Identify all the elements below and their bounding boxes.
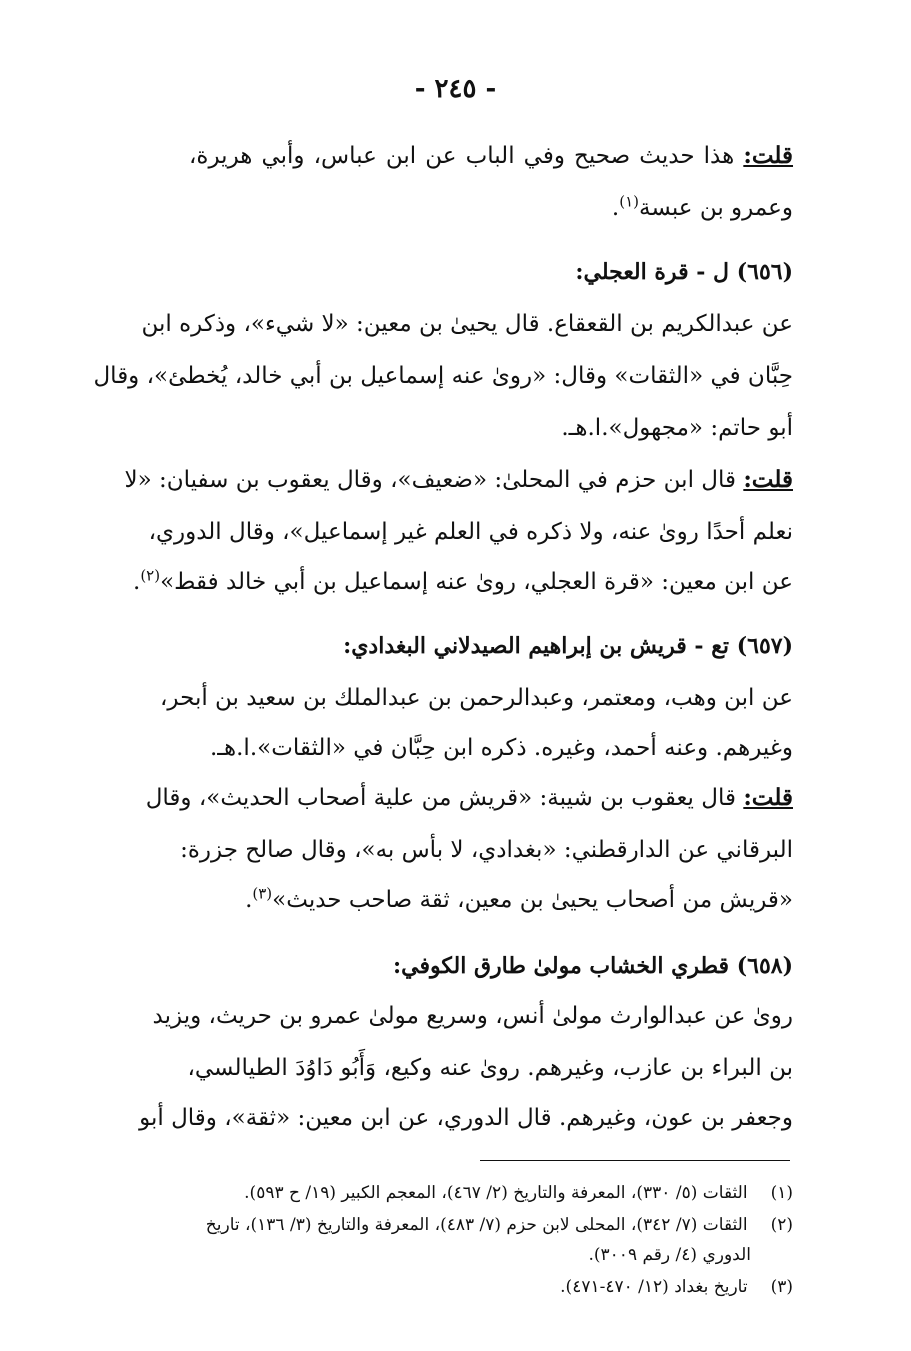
text-line: البرقاني عن الدارقطني: «بغدادي، لا بأس به»، وقال صالح جزرة: bbox=[180, 837, 793, 863]
text-line bbox=[189, 188, 793, 228]
entry-title: ل - قرة العجلي: bbox=[575, 259, 730, 285]
text-line: وجعفر بن عون، وغيرهم. قال الدوري، عن ابن معين: «ثقة»، وقال أبو bbox=[139, 1105, 793, 1131]
footnote-continuation: الدوري (٤/ رقم ٣٠٠٩). bbox=[588, 1245, 751, 1265]
text-line: أبو حاتم: «مجهول».ا.هـ. bbox=[561, 415, 793, 441]
entry-number: (٦٥٧) bbox=[736, 633, 793, 659]
text-line: روىٰ عن عبدالوارث مولىٰ أنس، وسريع مولىٰ عمرو بن حريث، ويزيد bbox=[152, 1003, 793, 1029]
text-span: قال ابن حزم في المحلىٰ: «ضعيف»، وقال يعقوب بن سفيان: «لا bbox=[124, 467, 736, 493]
entry-title: تع - قريش بن إبراهيم الصيدلاني البغدادي: bbox=[343, 633, 730, 659]
entry-number: (٦٥٦) bbox=[736, 259, 793, 285]
entry-heading bbox=[93, 946, 793, 986]
text-span: . bbox=[133, 569, 141, 595]
footnote-ref: (٣) bbox=[252, 884, 273, 903]
footnote-number: (٣) bbox=[770, 1277, 793, 1297]
text-line: حِبَّان في «الثقات» وقال: «روىٰ عنه إسماعيل بن أبي خالد، يُخطئ»، وقال bbox=[93, 363, 793, 389]
text-line: عن ابن وهب، ومعتمر، وعبدالرحمن بن عبدالملك بن سعيد بن أبحر، bbox=[159, 685, 793, 711]
footnote bbox=[113, 1274, 793, 1300]
footnote-text: تاريخ بغداد (١٢/ ٤٧٠-٤٧١). bbox=[560, 1277, 748, 1297]
footnote-number: (١) bbox=[770, 1183, 793, 1203]
text-span: هذا حديث صحيح وفي الباب عن ابن عباس، وأبي هريرة، bbox=[189, 143, 735, 169]
text-line bbox=[124, 460, 793, 500]
text-line bbox=[189, 880, 793, 920]
text-line: نعلم أحدًا روىٰ عنه، ولا ذكره في العلم غير إسماعيل»، وقال الدوري، bbox=[148, 519, 793, 545]
text-line: عن عبدالكريم بن القعقاع. قال يحيىٰ بن معين: «لا شيء»، وذكره ابن bbox=[141, 311, 793, 337]
qult-label: قلت: bbox=[743, 466, 793, 493]
text-span: وعمرو بن عبسة bbox=[639, 195, 793, 221]
text-line: وغيرهم. وعنه أحمد، وغيره. ذكره ابن حِبَّان في «الثقات».ا.هـ. bbox=[209, 735, 793, 761]
text-span: . bbox=[245, 887, 253, 913]
entry-heading bbox=[93, 252, 793, 292]
qult-label: قلت: bbox=[743, 142, 794, 169]
text-line: بن البراء بن عازب، وغيرهم. روىٰ عنه وكيع، وَأَبُو دَاوُدَ الطيالسي، bbox=[187, 1055, 793, 1081]
footnote-ref: (١) bbox=[619, 192, 640, 211]
text-line bbox=[133, 562, 793, 602]
text-line bbox=[189, 136, 793, 176]
entry-title: قطري الخشاب مولىٰ طارق الكوفي: bbox=[393, 953, 730, 979]
footnote-ref: (٢) bbox=[140, 566, 161, 585]
text-line bbox=[145, 778, 793, 818]
footnote-separator bbox=[480, 1160, 790, 1161]
entry-heading bbox=[93, 626, 793, 666]
entry-number: (٦٥٨) bbox=[736, 953, 793, 979]
footnote-text: الثقات (٧/ ٣٤٢)، المحلى لابن حزم (٧/ ٤٨٣)، المعرفة والتاريخ (٣/ ١٣٦)، تاريخ bbox=[205, 1215, 748, 1235]
footnote bbox=[113, 1180, 793, 1206]
text-span: قال يعقوب بن شيبة: «قريش من علية أصحاب الحديث»، وقال bbox=[145, 785, 736, 811]
footnote bbox=[113, 1212, 793, 1238]
footnote-text: الثقات (٥/ ٣٣٠)، المعرفة والتاريخ (٢/ ٤٦٧)، المعجم الكبير (١٩/ ح ٥٩٣). bbox=[244, 1183, 748, 1203]
text-span: عن ابن معين: «قرة العجلي، روىٰ عنه إسماعيل بن أبي خالد فقط» bbox=[160, 569, 793, 595]
footnote-number: (٢) bbox=[770, 1215, 793, 1235]
page-number: - ٢٤٥ - bbox=[414, 74, 497, 104]
text-span: «قريش من أصحاب يحيىٰ بن معين، ثقة صاحب حديث» bbox=[272, 887, 793, 913]
text-span: . bbox=[611, 195, 620, 221]
qult-label: قلت: bbox=[743, 784, 793, 811]
